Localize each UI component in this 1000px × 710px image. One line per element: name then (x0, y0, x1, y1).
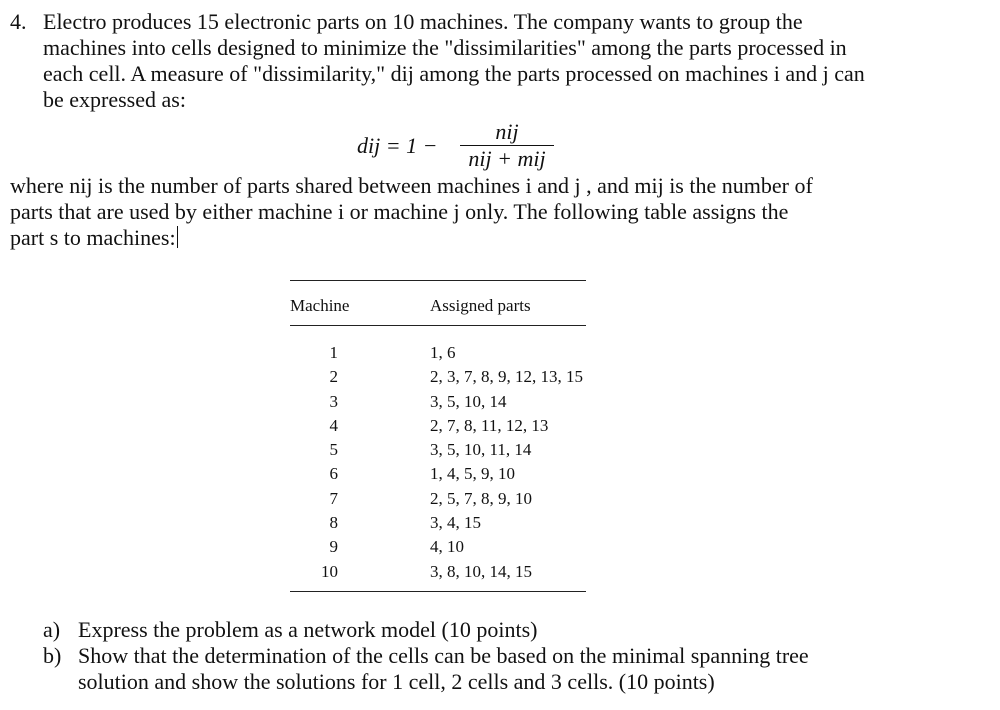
table-body (290, 341, 586, 584)
machine-cell: 6 (329, 464, 338, 484)
explanation-line-text: part s to machines: (10, 225, 176, 250)
machine-cell: 1 (329, 343, 338, 362)
machine-cell: 4 (329, 415, 338, 435)
question-a (43, 617, 809, 643)
parts-cell: 3, 8, 10, 14, 15 (430, 561, 532, 581)
table-row (290, 462, 586, 486)
parts-cell: 1, 4, 5, 9, 10 (430, 464, 515, 484)
formula-lhs: dij = 1 − (357, 133, 438, 158)
table-row (290, 560, 586, 584)
parts-cell: 2, 5, 7, 8, 9, 10 (430, 488, 532, 508)
machine-cell: 10 (321, 561, 338, 581)
table-bottom-rule (290, 591, 586, 592)
text-cursor (177, 226, 178, 248)
table-row (290, 390, 586, 414)
machine-cell: 9 (329, 537, 338, 557)
parts-cell: 4, 10 (430, 537, 464, 557)
formula-denominator: nij + mij (468, 146, 546, 171)
parts-cell: 3, 5, 10, 11, 14 (430, 440, 532, 460)
parts-cell: 1, 6 (430, 343, 456, 362)
question-label: b) (43, 643, 62, 668)
explanation-line (10, 225, 985, 251)
intro-line: be expressed as: (43, 87, 186, 112)
machine-cell: 3 (329, 391, 338, 411)
question-b (43, 643, 809, 695)
question-label: a) (43, 617, 61, 642)
header-assigned-parts: Assigned parts (430, 296, 531, 315)
intro-line: each cell. A measure of "dissimilarity," dij among the parts processed on machines i and j can (43, 61, 865, 86)
table-top-rule (290, 280, 586, 281)
question-text: Show that the determination of the cells can be based on the minimal spanning tree (78, 643, 809, 668)
machine-cell: 7 (329, 488, 338, 508)
table-row (290, 341, 586, 365)
table-row (290, 414, 586, 438)
machine-cell: 5 (329, 440, 338, 460)
question-text: Express the problem as a network model (10 points) (78, 617, 538, 642)
machine-cell: 8 (329, 513, 338, 533)
parts-cell: 3, 4, 15 (430, 513, 481, 533)
formula-numerator: nij (495, 119, 519, 144)
intro-line: Electro produces 15 electronic parts on 10 machines. The company wants to group the (43, 9, 803, 34)
table-row (290, 511, 586, 535)
problem-intro (43, 9, 983, 113)
problem-explanation (10, 173, 985, 251)
table-row (290, 365, 586, 389)
problem-number: 4. (10, 9, 27, 34)
questions-list (43, 617, 809, 695)
table-row (290, 438, 586, 462)
table-row (290, 487, 586, 511)
machine-cell: 2 (329, 367, 338, 387)
question-text: solution and show the solutions for 1 cell, 2 cells and 3 cells. (10 points) (78, 669, 715, 694)
parts-cell: 3, 5, 10, 14 (430, 391, 507, 411)
table-header-rule (290, 325, 586, 326)
parts-cell: 2, 3, 7, 8, 9, 12, 13, 15 (430, 367, 583, 387)
explanation-line: parts that are used by either machine i or machine j only. The following table assigns the (10, 199, 789, 224)
parts-cell: 2, 7, 8, 11, 12, 13 (430, 415, 549, 435)
table-row (290, 535, 586, 559)
formula-fraction (460, 119, 554, 172)
intro-line: machines into cells designed to minimize the "dissimilarities" among the parts processed in (43, 35, 847, 60)
explanation-line: where nij is the number of parts shared between machines i and j , and mij is the number of (10, 173, 813, 198)
header-machine: Machine (290, 296, 350, 315)
